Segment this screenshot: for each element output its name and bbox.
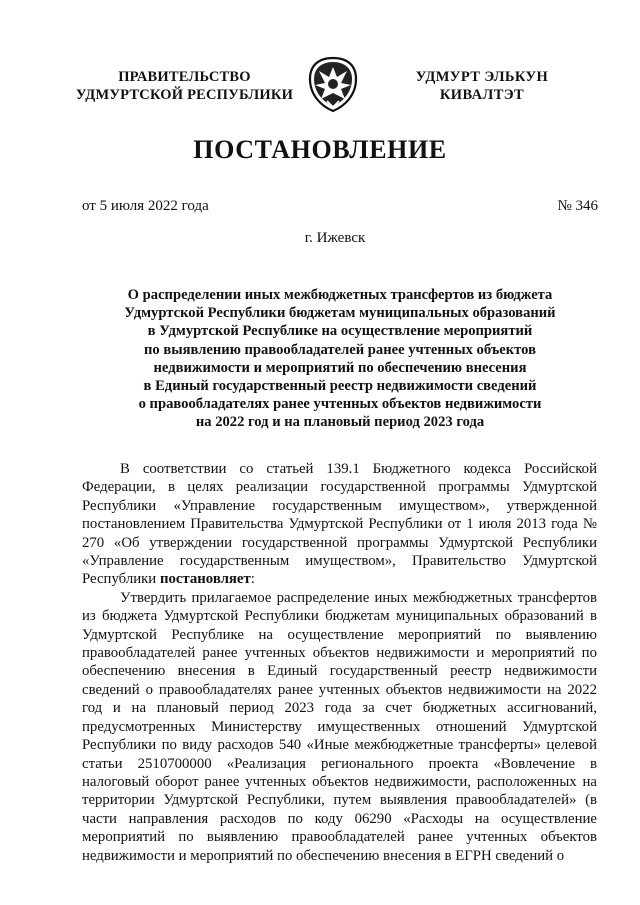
udmurt-coat-of-arms-icon <box>307 55 359 113</box>
resolves-keyword: постановляет <box>159 571 251 588</box>
government-header-russian <box>62 68 307 104</box>
header-right-line2: КИВАЛТЭТ <box>439 87 525 103</box>
government-header-udmurt <box>392 68 572 104</box>
document-number: № 346 <box>557 198 598 214</box>
subject-line: в Единый государственный реестр недвижимости сведений <box>143 378 537 395</box>
document-body <box>82 460 597 865</box>
subject-line: о правообладателях ранее учтенных объектов недвижимости <box>138 396 542 413</box>
document-date: от 5 июля 2022 года <box>82 198 209 214</box>
preamble-colon: : <box>250 571 255 588</box>
document-city: г. Ижевск <box>304 230 366 246</box>
subject-line: О распределении иных межбюджетных трансфертов из бюджета <box>127 287 553 303</box>
subject-line: недвижимости и мероприятий по обеспечению внесения <box>153 359 527 376</box>
subject-line: по выявлению правообладателей ранее учтенных объектов <box>144 341 536 358</box>
preamble-text: В соответствии со статьей 139.1 Бюджетного кодекса Российской Федерации, в целях реализации государственной программы Удмуртской Республики «Управление государственным имуществом», утвержденной постановлением Правительства Удмуртской Республики от 1 июля 2013 года № 270 «Об утверждении государственной программы Удмуртской Республики «Управление государственным имуществом», Правительство Удмуртской Республики <box>82 461 597 588</box>
subject-line: на 2022 год и на плановый период 2023 года <box>195 414 485 431</box>
subject-line: в Удмуртской Республике на осуществление мероприятий <box>147 323 533 340</box>
body-paragraph-preamble <box>82 460 597 589</box>
document-subject <box>95 286 585 432</box>
subject-line: Удмуртской Республики бюджетам муниципальных образований <box>124 305 556 322</box>
document-type-title: ПОСТАНОВЛЕНИЕ <box>193 135 447 164</box>
header-right-line1: УДМУРТ ЭЛЬКУН <box>415 69 549 85</box>
header-left-line1: ПРАВИТЕЛЬСТВО <box>118 69 251 85</box>
header-left-line2: УДМУРТСКОЙ РЕСПУБЛИКИ <box>75 87 294 103</box>
body-paragraph-operative: Утвердить прилагаемое распределение иных межбюджетных трансфертов из бюджета Удмуртской Республики бюджетам муниципальных образований в Удмуртской Республике на осуществление мероприятий по выявлению правообладателей ранее учтенных объектов недвижимости и мероприятий по обеспечению внесения в Единый государственный реестр недвижимости сведений о правообладателях ранее учтенных объектов недвижимости на 2022 год и на плановый период 2023 года за счет бюджетных ассигнований, предусмотренных Министерству имущественных отношений Удмуртской Республики по виду расходов 540 «Иные межбюджетные трансферты» целевой статьи 2510700000 «Реализация регионального проекта «Вовлечение в налоговый оборот ранее учтенных объектов недвижимости, расположенных на территории Удмуртской Республики, путем выявления правообладателей» (в части направления расходов по коду 06290 «Расходы на осуществление мероприятий по выявлению правообладателей ранее учтенных объектов недвижимости и мероприятий по обеспечению внесения в ЕГРН сведений о <box>82 589 597 864</box>
